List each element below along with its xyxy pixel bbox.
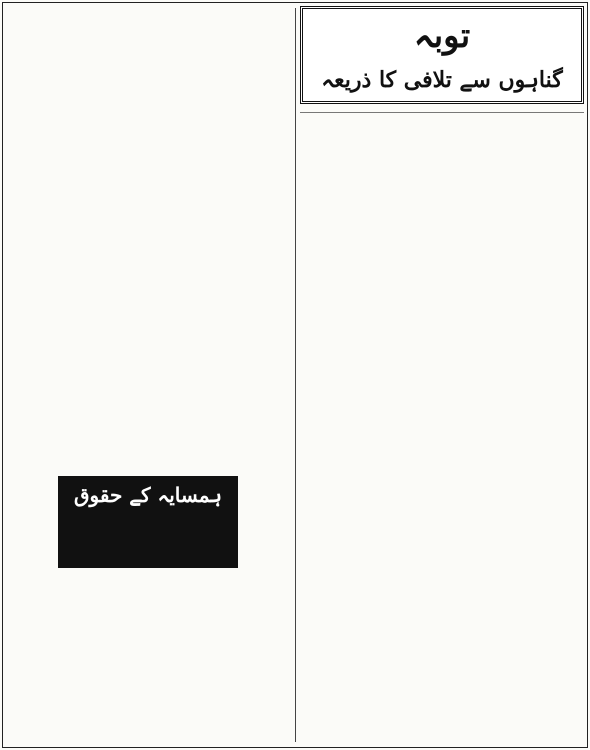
article-title-box xyxy=(300,6,584,104)
article-title-line-1: توبہ xyxy=(413,16,471,56)
right-column xyxy=(300,6,584,744)
column-divider xyxy=(295,8,296,742)
left-column xyxy=(6,6,290,744)
ad-title: ہمسایہ کے حقوق xyxy=(74,483,222,507)
article-title-line-2: گناہوں سے تلافی کا ذریعہ xyxy=(321,67,563,93)
rule xyxy=(300,112,584,113)
ad-box xyxy=(58,476,238,568)
